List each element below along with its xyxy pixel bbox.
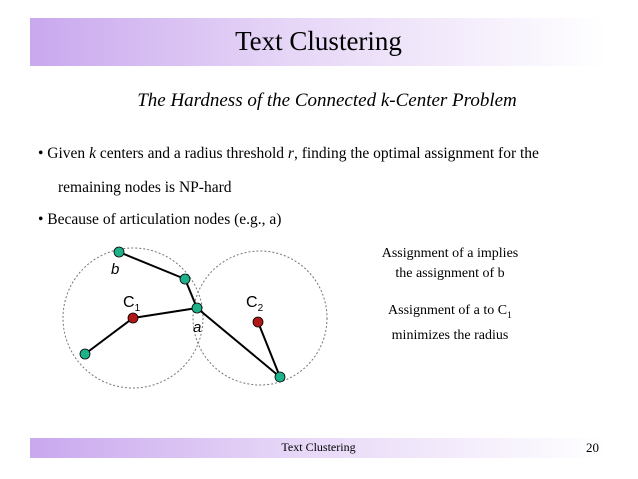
label-c2-sub: 2 (257, 303, 264, 314)
label-c2-letter: C (246, 294, 258, 311)
footer-title: Text Clustering (281, 440, 356, 454)
node-b (114, 247, 124, 257)
label-b: b (111, 261, 120, 278)
label-c1-sub: 1 (134, 303, 141, 314)
note-assignment-implies (360, 244, 540, 284)
footer-bar (30, 438, 607, 458)
node-2 (180, 274, 190, 284)
bullet1-text-mid: centers and a radius threshold (95, 145, 288, 162)
edge-c1-a (133, 308, 197, 318)
bullet1-var-k: k (89, 145, 96, 162)
label-c2 (246, 294, 264, 314)
label-c1 (123, 294, 141, 314)
slide-title: Text Clustering (235, 26, 402, 56)
center-c2 (253, 317, 263, 327)
page-number: 20 (586, 440, 599, 455)
note1-line2: the assignment of b (395, 266, 505, 281)
bullet1-var-r: r (287, 145, 294, 162)
bullet-articulation-nodes: • Because of articulation nodes (e.g., a) (38, 211, 282, 228)
node-a (192, 303, 202, 313)
note-minimizes-radius (360, 301, 540, 346)
edge-c1-n1 (85, 318, 133, 354)
label-a: a (193, 319, 202, 336)
node-4 (275, 372, 285, 382)
bullet1-text-start: • Given (38, 145, 90, 162)
edge-b-n2 (119, 252, 185, 279)
note2-line2: minimizes the radius (391, 327, 509, 343)
node-1 (80, 349, 90, 359)
bullet1-continuation: remaining nodes is NP-hard (58, 179, 232, 196)
edge-a-n4 (197, 308, 280, 377)
note1-line1: Assignment of a implies (381, 246, 519, 261)
center-c1 (128, 313, 138, 323)
bullet1-text-end: , finding the optimal assignment for the (293, 145, 539, 162)
slide-subtitle: The Hardness of the Connected k-Center Problem (137, 90, 517, 111)
note2-line1-sub: 1 (507, 309, 512, 321)
label-c1-letter: C (123, 294, 135, 311)
note2-line1-text: Assignment of a to C (388, 303, 508, 318)
note2-line1 (360, 301, 540, 326)
